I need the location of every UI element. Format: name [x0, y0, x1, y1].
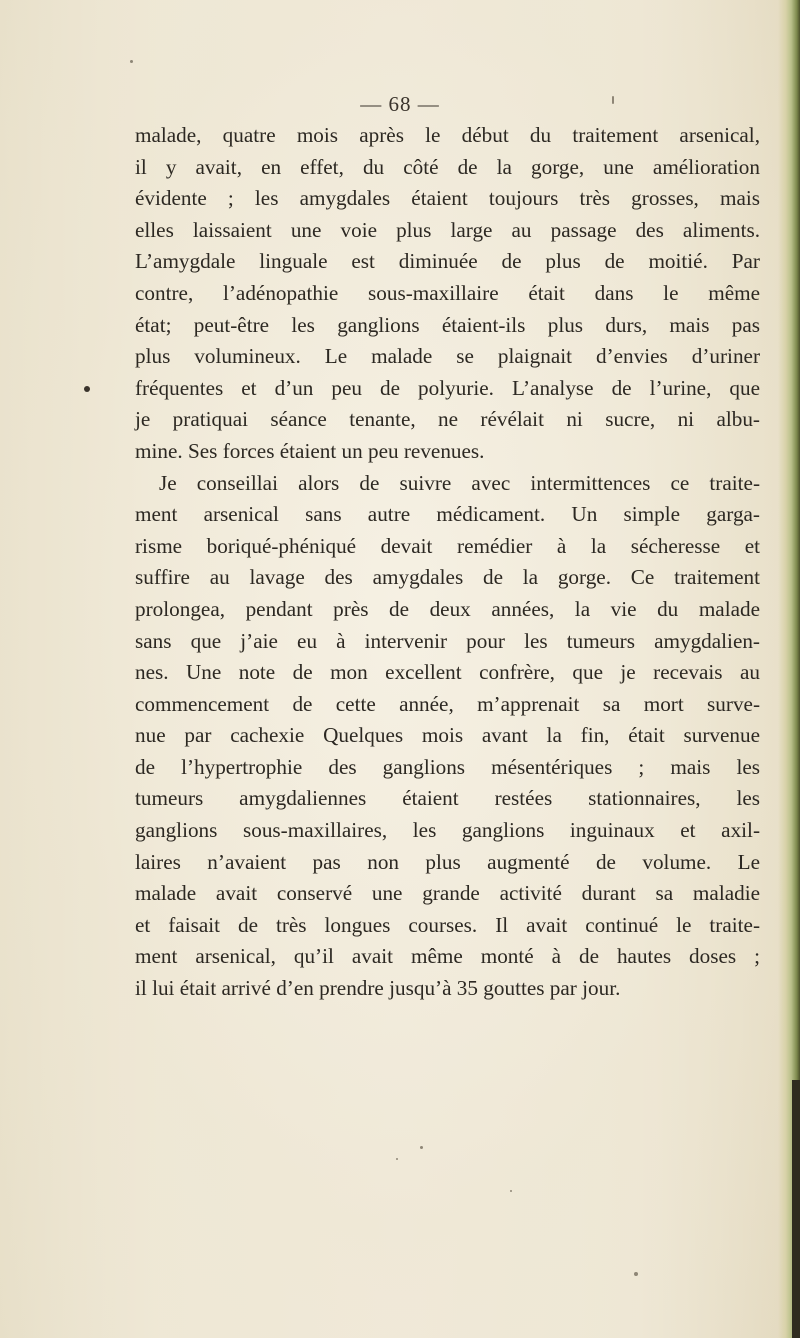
- text-line: de l’hypertrophie des ganglions mésentériques ; mais les: [135, 754, 760, 779]
- page-edge-dark: [792, 1080, 800, 1338]
- text-line: et faisait de très longues courses. Il avait continué le traite-: [135, 912, 760, 937]
- text-line: je pratiquai séance tenante, ne révélait ni sucre, ni albu-: [135, 407, 760, 432]
- text-line: ganglions sous-maxillaires, les ganglions inguinaux et axil-: [135, 818, 760, 843]
- text-line: sans que j’aie eu à intervenir pour les tumeurs amygdalien-: [135, 628, 760, 653]
- text-line: risme boriqué-phéniqué devait remédier à la sécheresse et: [135, 533, 760, 558]
- text-line: nes. Une note de mon excellent confrère, que je recevais au: [135, 660, 760, 685]
- text-line: suffire au lavage des amygdales de la gorge. Ce traitement: [135, 565, 760, 590]
- text-line: il y avait, en effet, du côté de la gorge, une amélioration: [135, 154, 760, 179]
- paper-speck: [420, 1146, 423, 1149]
- paper-speck: [130, 60, 133, 63]
- paper-speck: [510, 1190, 512, 1192]
- text-line: ment arsenical sans autre médicament. Un simple garga-: [135, 502, 760, 527]
- paper-speck: [396, 1158, 398, 1160]
- text-line: ment arsenical, qu’il avait même monté à de hautes doses ;: [135, 944, 760, 969]
- text-line: laires n’avaient pas non plus augmenté de volume. Le: [135, 849, 760, 874]
- margin-dot: [84, 386, 90, 392]
- text-line: plus volumineux. Le malade se plaignait d’envies d’uriner: [135, 344, 760, 369]
- text-line: nue par cachexie Quelques mois avant la fin, était survenue: [135, 723, 760, 748]
- text-line: fréquentes et d’un peu de polyurie. L’analyse de l’urine, que: [135, 375, 760, 400]
- text-line: elles laissaient une voie plus large au passage des aliments.: [135, 217, 760, 242]
- text-line: malade avait conservé une grande activité durant sa maladie: [135, 881, 760, 906]
- text-line: prolongea, pendant près de deux années, la vie du malade: [135, 596, 760, 621]
- text-line: évidente ; les amygdales étaient toujours très grosses, mais: [135, 186, 760, 211]
- text-line: tumeurs amygdaliennes étaient restées stationnaires, les: [135, 786, 760, 811]
- paper-speck: [612, 96, 614, 104]
- text-line: mine. Ses forces étaient un peu revenues.: [135, 438, 485, 463]
- text-line: malade, quatre mois après le début du traitement arsenical,: [135, 123, 760, 147]
- page-number: — 68 —: [360, 92, 440, 116]
- body-text: [135, 120, 760, 1005]
- text-line: commencement de cette année, m’apprenait sa mort surve-: [135, 691, 760, 716]
- text-line: il lui était arrivé d’en prendre jusqu’à 35 gouttes par jour.: [135, 976, 621, 1001]
- paper-speck: [634, 1272, 638, 1276]
- text-line: Je conseillai alors de suivre avec intermittences ce traite-: [159, 470, 760, 495]
- text-line: état; peut-être les ganglions étaient-ils plus durs, mais pas: [135, 312, 760, 337]
- text-line: L’amygdale linguale est diminuée de plus de moitié. Par: [135, 249, 760, 274]
- text-line: contre, l’adénopathie sous-maxillaire était dans le même: [135, 280, 760, 305]
